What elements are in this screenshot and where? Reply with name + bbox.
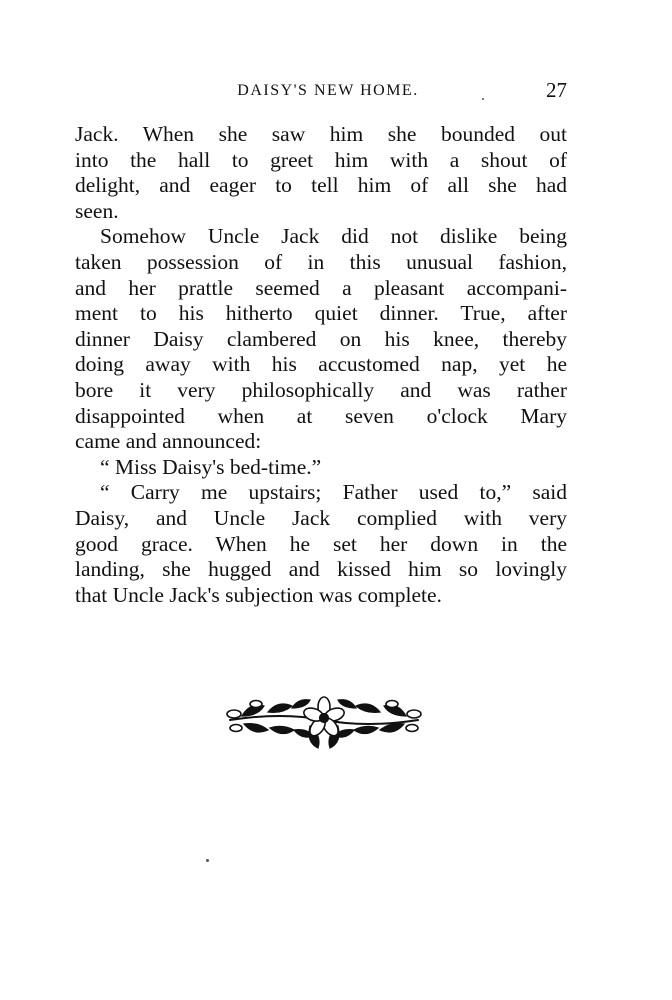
text-line: into the hall to greet him with a shout of xyxy=(75,147,567,172)
text-line: Jack. When she saw him she bounded out xyxy=(75,122,567,146)
text-line: doing away with his accustomed nap, yet he xyxy=(75,352,567,377)
text-line: “ Miss Daisy's bed-time.” xyxy=(100,454,322,479)
text-line: Daisy, and Uncle Jack complied with very xyxy=(75,505,567,530)
body-text xyxy=(75,122,567,608)
text-line: Somehow Uncle Jack did not dislike being xyxy=(100,224,567,249)
text-line: bore it very philosophically and was rather xyxy=(75,377,567,402)
text-line: seen. xyxy=(75,198,119,223)
text-line: landing, she hugged and kissed him so lovingly xyxy=(75,557,567,582)
print-speck xyxy=(206,859,209,862)
text-line: ment to his hitherto quiet dinner. True, after xyxy=(75,301,567,326)
text-line: and her prattle seemed a pleasant accompani- xyxy=(75,275,567,300)
text-line: delight, and eager to tell him of all she had xyxy=(75,173,567,198)
text-line: good grace. When he set her down in the xyxy=(75,531,567,556)
running-head: DAISY'S NEW HOME. xyxy=(237,82,419,99)
text-line: “ Carry me upstairs; Father used to,” said xyxy=(100,480,567,505)
page-header xyxy=(75,78,567,108)
floral-vignette-icon xyxy=(222,690,426,752)
text-line: taken possession of in this unusual fashion, xyxy=(75,249,567,274)
text-line: dinner Daisy clambered on his knee, thereby xyxy=(75,326,567,351)
print-speck xyxy=(482,98,484,100)
page-number: 27 xyxy=(546,78,567,102)
text-line: that Uncle Jack's subjection was complete. xyxy=(75,582,442,607)
text-line: came and announced: xyxy=(75,429,262,454)
text-line: disappointed when at seven o'clock Mary xyxy=(75,403,567,428)
